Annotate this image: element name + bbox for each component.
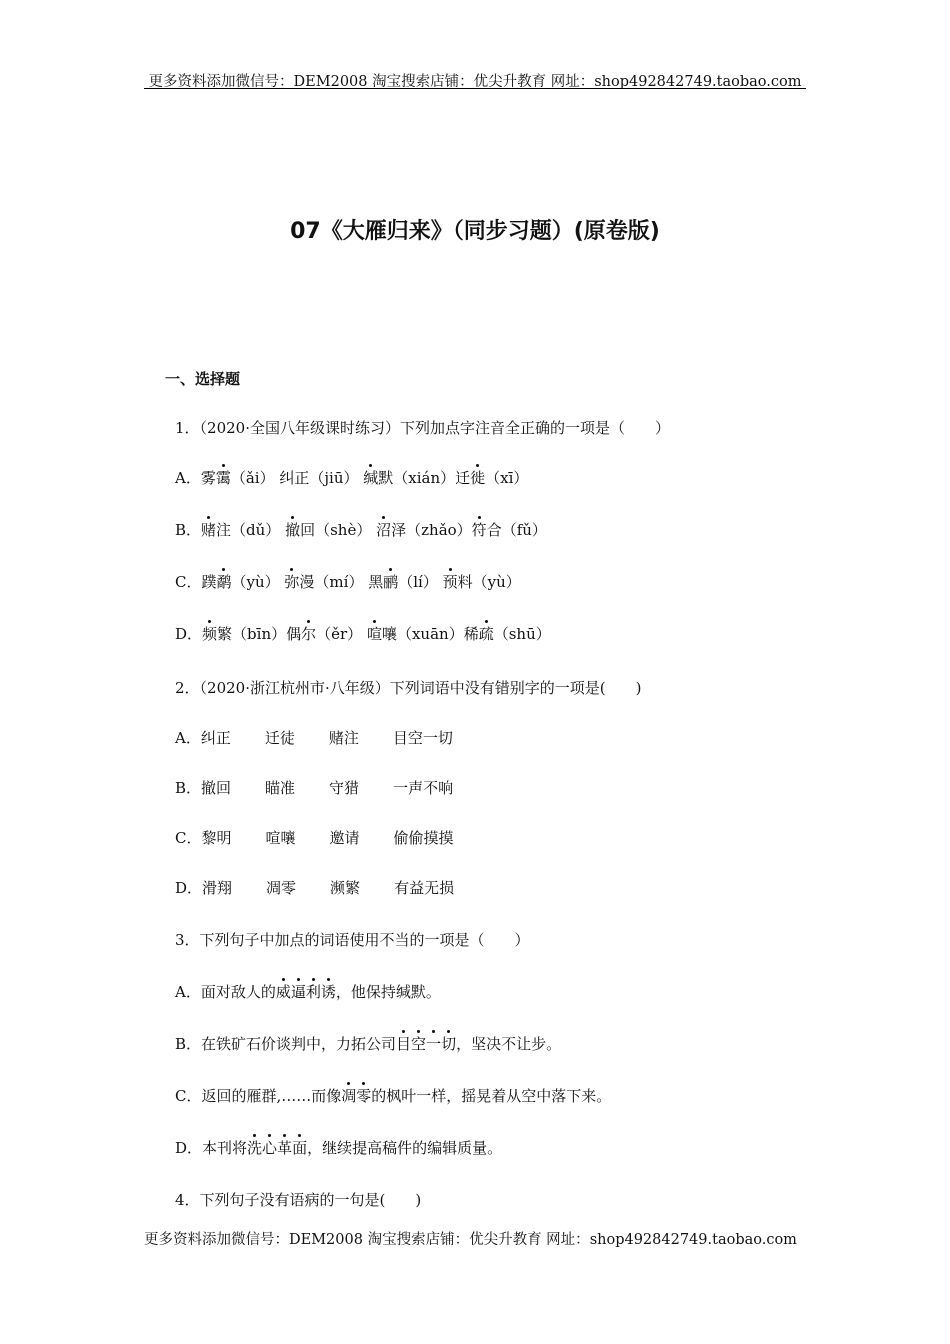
q3-option-b: B．在铁矿石价谈判中，力拓公司目空一切，坚决不让步。 — [175, 1035, 562, 1053]
document-title: 07《大雁归来》（同步习题）(原卷版) — [290, 219, 660, 244]
q1-option-a: A．雾霭（ǎi） 纠正（jiū） 缄默（xián）迁徙（xī） — [175, 469, 529, 487]
header-prefix: 更多资料添加微信号： — [148, 74, 294, 90]
q2-option-a: A．纠正 迁徒 赌注 目空一切 — [175, 729, 453, 747]
q4-stem: 4．下列句子没有语病的一句是( ) — [175, 1191, 422, 1209]
header-wechat: DEM2008 — [293, 74, 368, 90]
q2-option-c: C．黎明 喧嚷 邀请 偷偷摸摸 — [175, 829, 454, 847]
footer-url: shop492842749.taobao.com — [589, 1232, 797, 1248]
q3-option-c: C．返回的雁群,……而像凋零的枫叶一样，摇晃着从空中落下来。 — [175, 1087, 612, 1105]
q2-option-b: B．撤回 瞄准 守猎 一声不响 — [175, 779, 454, 797]
q1-stem: 1．（2020·全国八年级课时练习）下列加点字注音全正确的一项是（ ） — [175, 419, 670, 437]
q1-option-b: B．赌注（dǔ） 撤回（shè） 沼泽（zhǎo）符合（fǔ） — [175, 521, 547, 539]
header-url: shop492842749.taobao.com — [594, 74, 802, 90]
q1-option-d: D．频繁（bīn）偶尔（ěr） 喧嚷（xuān）稀疏（shū） — [175, 625, 551, 643]
q3-option-d: D．本刊将洗心革面，继续提高稿件的编辑质量。 — [175, 1139, 503, 1157]
q3-option-a: A．面对敌人的威逼利诱，他保持缄默。 — [175, 983, 441, 1001]
footer-prefix: 更多资料添加微信号： — [144, 1232, 289, 1248]
q2-stem: 2．（2020·浙江杭州市·八年级）下列词语中没有错别字的一项是( ) — [175, 679, 642, 697]
q1-option-c: C．蹼鹬（yù） 弥漫（mí） 黑鹂（lí） 预料（yù） — [175, 573, 521, 591]
footer-wechat: DEM2008 — [289, 1232, 363, 1248]
header-shop: 淘宝搜索店铺：优尖升教育 网址： — [367, 74, 595, 90]
footer-shop: 淘宝搜索店铺：优尖升教育 网址： — [362, 1232, 590, 1248]
q2-option-d: D．滑翔 凋零 濒繁 有益无损 — [175, 879, 455, 897]
header-rule — [144, 88, 806, 89]
page-footer — [144, 1228, 797, 1249]
q3-stem: 3．下列句子中加点的词语使用不当的一项是（ ） — [175, 931, 530, 949]
section-heading: 一、选择题 — [165, 370, 241, 388]
